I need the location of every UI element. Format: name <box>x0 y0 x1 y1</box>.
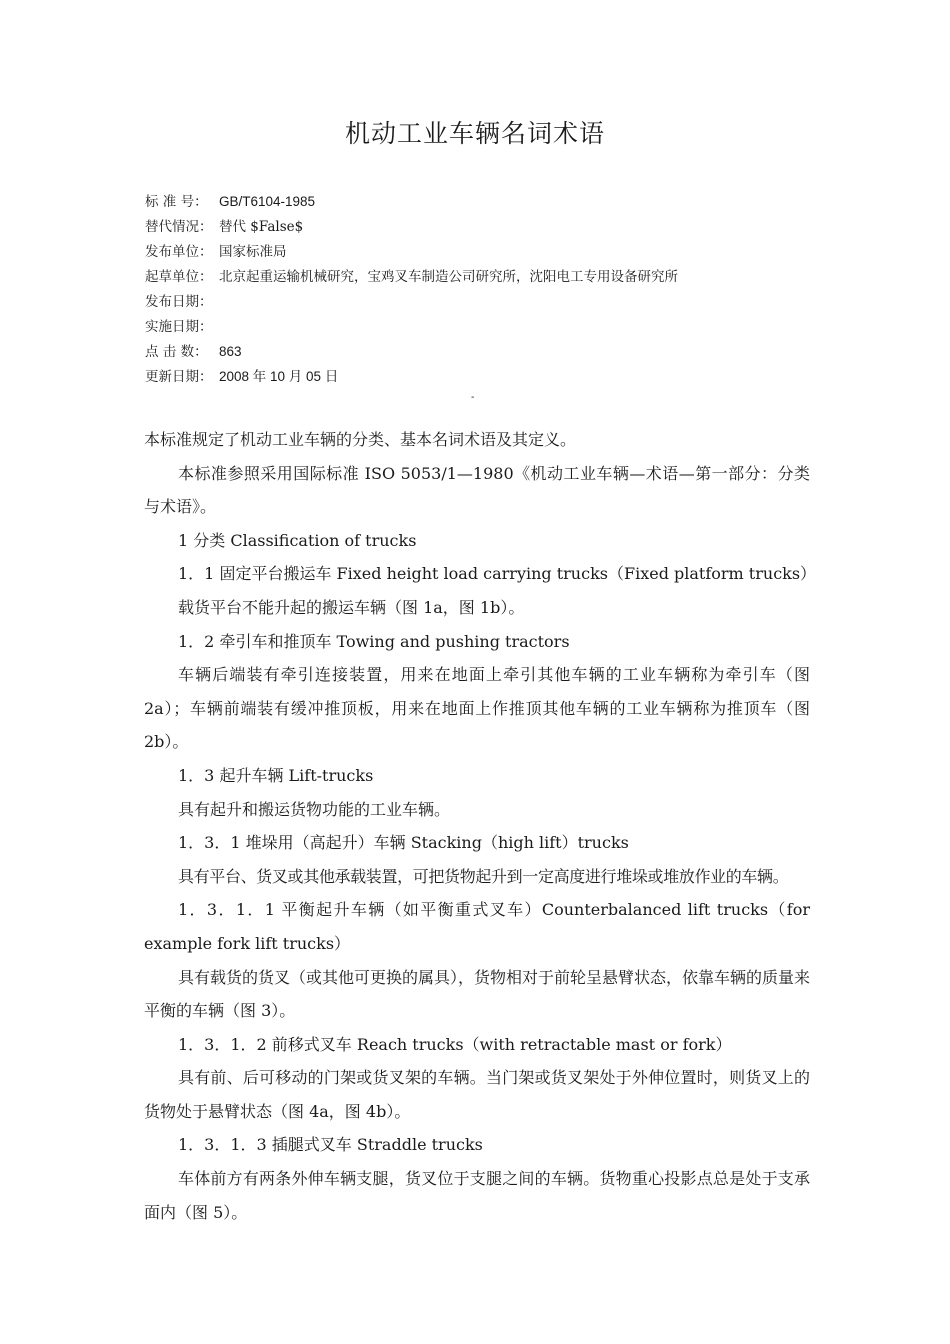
paragraph-1-2: 车辆后端装有牵引连接装置，用来在地面上牵引其他车辆的工业车辆称为牵引车（图 2a）；车辆前端装有缓冲推顶板，用来在地面上作推顶其他车辆的工业车辆称为推顶车（图 2b）。 <box>144 665 810 752</box>
paragraph-scope: 本标准规定了机动工业车辆的分类、基本名词术语及其定义。 <box>144 430 577 449</box>
section-heading-1-3: 1．3 起升车辆 Lift-trucks <box>178 765 374 785</box>
meta-label: 发布单位： <box>145 244 213 260</box>
meta-label: 更新日期： <box>145 369 213 385</box>
meta-update-date <box>145 367 825 392</box>
meta-value: 国家标准局 <box>219 244 287 260</box>
meta-drafter <box>145 267 825 292</box>
meta-value: 北京起重运输机械研究，宝鸡叉车制造公司研究所，沈阳电工专用设备研究所 <box>219 269 678 285</box>
metadata-block <box>145 192 825 392</box>
meta-value: 863 <box>219 344 242 359</box>
meta-value: 2008 年 10 月 05 日 <box>219 369 339 384</box>
meta-label: 实施日期： <box>145 319 213 335</box>
section-heading-1: 1 分类 Classification of trucks <box>178 530 417 550</box>
meta-publish-date <box>145 292 825 317</box>
meta-replacement <box>145 217 825 242</box>
meta-value: GB/T6104-1985 <box>219 194 316 209</box>
meta-label: 替代情况： <box>145 219 213 235</box>
paragraph-1-3-1-2: 具有前、后可移动的门架或货叉架的车辆。当门架或货叉架处于外伸位置时，则货叉上的货物处于悬臂状态（图 4a，图 4b）。 <box>144 1068 810 1121</box>
paragraph-1-3-1-1: 具有载货的货叉（或其他可更换的属具），货物相对于前轮呈悬臂状态，依靠车辆的质量来平衡的车辆（图 3）。 <box>144 967 811 1021</box>
meta-publisher <box>145 242 825 267</box>
meta-standard-number <box>145 192 825 217</box>
separator-mark: - <box>471 392 475 403</box>
section-heading-1-2: 1．2 牵引车和推顶车 Towing and pushing tractors <box>178 631 570 651</box>
meta-label: 点 击 数： <box>145 344 208 360</box>
document-title: 机动工业车辆名词术语 <box>344 119 605 148</box>
paragraph-1-3-1: 具有平台、货叉或其他承载装置，可把货物起升到一定高度进行堆垛或堆放作业的车辆。 <box>178 866 789 886</box>
section-heading-1-3-1: 1．3．1 堆垛用（高起升）车辆 Stacking（high lift）trucks <box>178 833 629 853</box>
meta-label: 起草单位： <box>145 269 213 285</box>
document-body <box>144 423 817 1229</box>
section-heading-1-3-1-3: 1．3．1．3 插腿式叉车 Straddle trucks <box>178 1135 483 1155</box>
meta-label: 标 准 号： <box>145 194 208 210</box>
paragraph-1-3-1-3: 车体前方有两条外伸车辆支腿，货叉位于支腿之间的车辆。货物重心投影点总是处于支承面内（图 5）。 <box>144 1169 810 1222</box>
meta-label: 发布日期： <box>145 294 213 310</box>
section-heading-1-1: 1．1 固定平台搬运车 Fixed height load carrying trucks（Fixed platform trucks） <box>178 564 817 584</box>
meta-click-count <box>145 342 825 367</box>
meta-value: 替代 $False$ <box>219 219 304 235</box>
paragraph-1-3: 具有起升和搬运货物功能的工业车辆。 <box>178 799 451 819</box>
paragraph-1-1: 载货平台不能升起的搬运车辆（图 1a，图 1b）。 <box>178 597 525 617</box>
meta-effective-date <box>145 317 825 342</box>
section-heading-1-3-1-2: 1．3．1．2 前移式叉车 Reach trucks（with retractable mast or fork） <box>178 1034 732 1054</box>
section-heading-1-3-1-1: 1．3．1．1 平衡起升车辆（如平衡重式叉车）Counterbalanced lift trucks（for example fork lift trucks） <box>144 900 810 953</box>
paragraph-reference: 本标准参照采用国际标准 ISO 5053/1—1980《机动工业车辆—术语—第一部分：分类与术语》。 <box>144 463 810 517</box>
